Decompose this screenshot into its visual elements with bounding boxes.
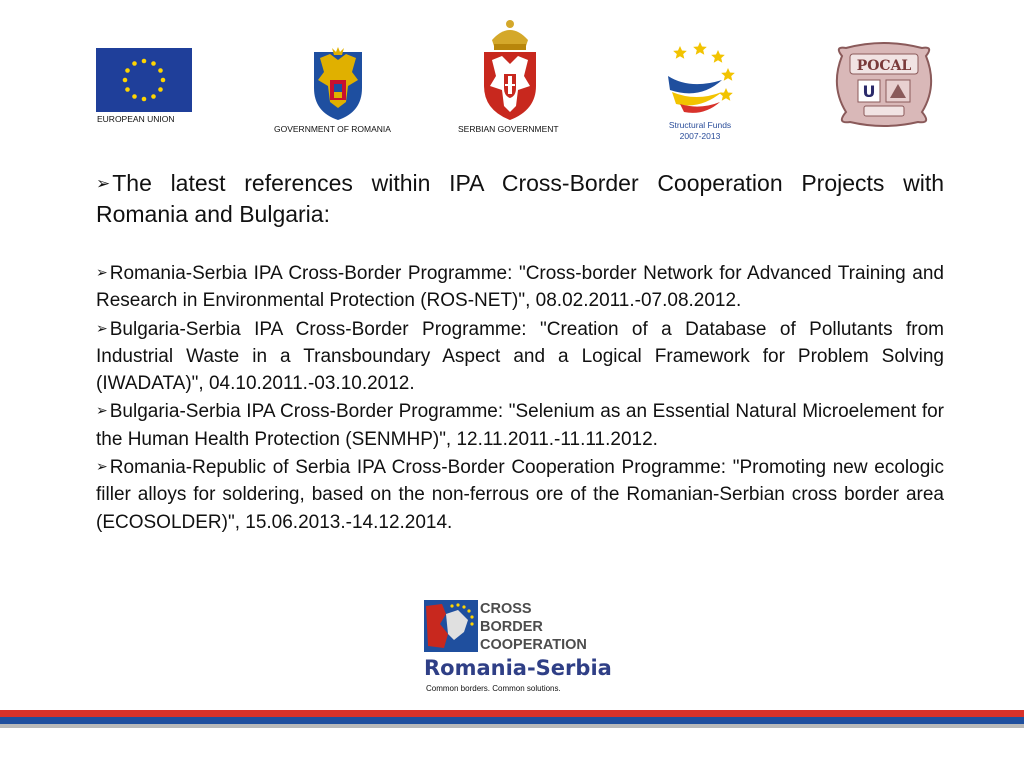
arrow-bullet-icon: ➢ <box>96 402 108 419</box>
project-list <box>96 259 944 536</box>
references-heading <box>96 168 944 229</box>
list-item <box>96 259 944 315</box>
program-tagline: Common borders. Common solutions. <box>426 684 561 693</box>
cbc-line-3: COOPERATION <box>480 637 587 653</box>
romania-coat-of-arms-logo <box>310 46 366 122</box>
structural-funds-caption-line1: Structural Funds <box>668 120 732 130</box>
eu-flag-logo <box>96 48 192 112</box>
pocal-university-emblem <box>828 42 940 128</box>
project-text: Bulgaria-Serbia IPA Cross-Border Programme: "Creation of a Database of Pollutants from Industrial Waste in a Transboundary Aspect and a Logical Framework for Problem Solving (IWADATA)", 04.10.2011.-03.10.2012. <box>96 318 944 395</box>
cbc-line-2: BORDER <box>480 619 543 635</box>
list-item <box>96 397 944 453</box>
cbc-line-1: CROSS <box>480 601 532 617</box>
arrow-bullet-icon: ➢ <box>96 458 108 475</box>
project-text: Bulgaria-Serbia IPA Cross-Border Programme: "Selenium as an Essential Natural Microelement for the Human Health Protection (SENMHP)", 12.11.2011.-11.11.2012. <box>96 401 944 450</box>
list-item <box>96 453 944 536</box>
romania-serbia-program-name: Romania-Serbia <box>424 656 612 680</box>
footer-stripe-gray <box>0 724 1024 728</box>
arrow-bullet-icon: ➢ <box>96 264 108 280</box>
eu-caption: EUROPEAN UNION <box>97 114 175 124</box>
serbia-caption: SERBIAN GOVERNMENT <box>458 124 559 134</box>
footer-stripe-blue <box>0 717 1024 724</box>
list-item <box>96 315 944 398</box>
svg-text:POCAL: POCAL <box>856 58 912 74</box>
romania-caption: GOVERNMENT OF ROMANIA <box>274 124 391 134</box>
arrow-bullet-icon: ➢ <box>96 319 108 336</box>
project-text: Romania-Serbia IPA Cross-Border Programme: "Cross-border Network for Advanced Training and Research in Environmental Protection (ROS-NET)", 08.02.2011.-07.08.2012. <box>96 263 944 312</box>
heading-text: The latest references within IPA Cross-Border Cooperation Projects with Romania and Bulgaria: <box>96 170 944 227</box>
footer-stripe-red <box>0 710 1024 717</box>
arrow-bullet-icon: ➢ <box>96 174 111 193</box>
structural-funds-caption-line2: 2007-2013 <box>679 131 721 141</box>
cross-border-map-icon <box>424 600 478 652</box>
main-content <box>96 168 944 536</box>
structural-funds-logo <box>660 40 740 116</box>
svg-text:U: U <box>862 82 876 101</box>
project-text: Romania-Republic of Serbia IPA Cross-Border Cooperation Programme: "Promoting new ecologic filler alloys for soldering, based on the non-ferrous ore of the Romanian-Serbian cross border area (ECOSOLDER)", 15.06.2013.-14.12.2014. <box>96 457 944 533</box>
serbia-coat-of-arms-logo <box>478 14 542 122</box>
